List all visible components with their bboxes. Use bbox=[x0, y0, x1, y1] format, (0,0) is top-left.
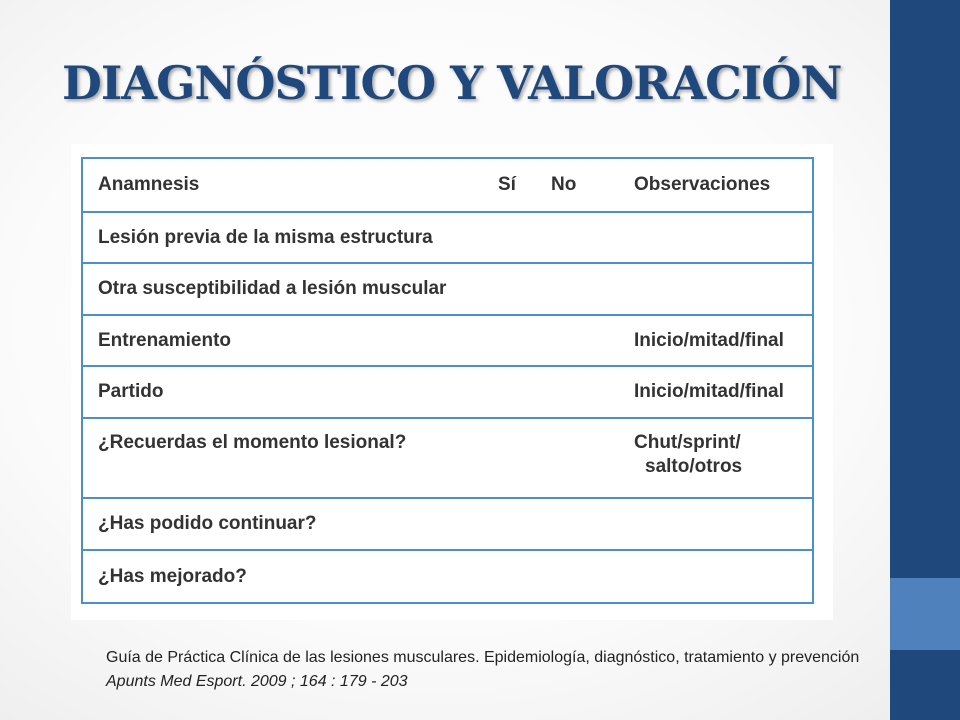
row-observaciones: Inicio/mitad/final bbox=[634, 381, 784, 402]
citation-journal: Apunts Med Esport. 2009 ; 164 : 179 - 203 bbox=[106, 673, 408, 690]
table-row bbox=[83, 365, 812, 417]
table-row bbox=[83, 211, 812, 262]
table-row bbox=[83, 417, 812, 497]
header-observaciones: Observaciones bbox=[634, 174, 771, 195]
anamnesis-table bbox=[81, 157, 814, 604]
header-no: No bbox=[551, 174, 577, 195]
row-label: Lesión previa de la misma estructura bbox=[98, 226, 433, 248]
row-label: ¿Has podido continuar? bbox=[98, 513, 317, 534]
header-si: Sí bbox=[498, 174, 516, 195]
row-observaciones: Chut/sprint/ salto/otros bbox=[634, 432, 743, 477]
sidebar-accent-decoration bbox=[890, 578, 960, 650]
row-label: Entrenamiento bbox=[98, 329, 232, 351]
table-header-row bbox=[83, 159, 812, 211]
row-label: ¿Recuerdas el momento lesional? bbox=[98, 432, 407, 453]
row-label: Otra susceptibilidad a lesión muscular bbox=[98, 278, 447, 299]
anamnesis-table-image bbox=[71, 144, 833, 620]
table-row bbox=[83, 549, 812, 602]
row-observaciones: Inicio/mitad/final bbox=[634, 329, 784, 351]
table-row bbox=[83, 262, 812, 314]
citation-text: Guía de Práctica Clínica de las lesiones musculares. Epidemiología, diagnóstico, tratamiento y prevención bbox=[106, 649, 860, 666]
row-label: ¿Has mejorado? bbox=[98, 565, 247, 587]
citation bbox=[106, 646, 906, 694]
row-label: Partido bbox=[98, 381, 164, 402]
slide-title: DIAGNÓSTICO Y VALORACIÓN bbox=[62, 56, 842, 110]
table-row bbox=[83, 314, 812, 365]
table-row bbox=[83, 497, 812, 549]
header-anamnesis: Anamnesis bbox=[98, 174, 200, 195]
